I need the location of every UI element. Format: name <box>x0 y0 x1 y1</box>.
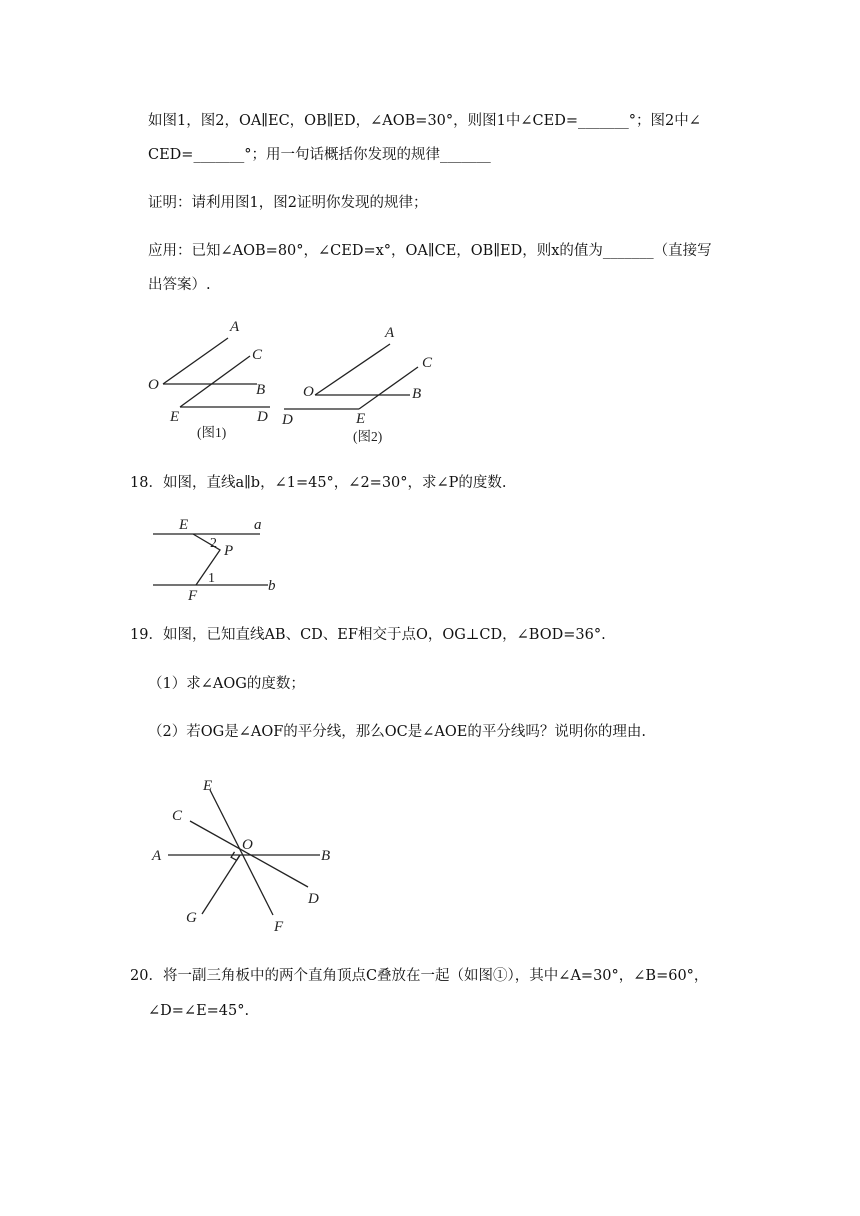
fig1-label-C: C <box>252 347 263 363</box>
label-angle-2: 2 <box>210 536 217 551</box>
label-O: O <box>242 837 253 853</box>
q20-line1: 20．将一副三角板中的两个直角顶点C叠放在一起（如图①），其中∠A=30°，∠B=60°， <box>130 968 709 984</box>
label-A: A <box>152 848 162 864</box>
label-b: b <box>268 578 276 594</box>
label-E: E <box>203 778 213 794</box>
q20-line2: ∠D=∠E=45°. <box>148 1003 250 1019</box>
label-a: a <box>254 517 262 533</box>
label-F: F <box>274 919 284 935</box>
q17-proof: 证明：请利用图1，图2证明你发现的规律； <box>148 195 428 211</box>
ray-OG <box>202 855 240 914</box>
q17-figure-1 <box>140 315 290 445</box>
label-angle-1: 1 <box>208 571 215 586</box>
q18-text: 18．如图，直线a∥b，∠1=45°，∠2=30°，求∠P的度数. <box>130 475 507 491</box>
label-P: P <box>224 543 234 559</box>
label-F: F <box>188 588 198 604</box>
fig1-label-D: D <box>257 409 268 425</box>
q17-figure-2 <box>278 320 438 450</box>
fig1-label-B: B <box>256 382 266 398</box>
q19-sub1: （1）求∠AOG的度数； <box>148 676 305 692</box>
q19-text: 19．如图，已知直线AB、CD、EF相交于点O，OG⊥CD，∠BOD=36°. <box>130 627 606 643</box>
line-CD <box>190 821 308 887</box>
fig1-ray-EC <box>180 356 250 407</box>
q19-sub2: （2）若OG是∠AOF的平分线，那么OC是∠AOE的平分线吗？说明你的理由. <box>148 724 646 740</box>
q18-figure <box>150 510 285 605</box>
label-E: E <box>179 517 189 533</box>
fig2-caption: (图2) <box>353 429 383 444</box>
q17-line2: CED=_______°；用一句话概括你发现的规律_______ <box>148 147 491 163</box>
fig2-label-C: C <box>422 355 433 371</box>
right-angle-marker <box>231 852 240 860</box>
fig2-label-B: B <box>412 386 422 402</box>
fig2-label-D: D <box>282 412 293 428</box>
q17-line1: 如图1，图2，OA∥EC，OB∥ED，∠AOB=30°，则图1中∠CED=_______°；图2中∠ <box>148 113 701 129</box>
fig2-label-O: O <box>303 384 314 400</box>
fig2-label-E: E <box>356 411 366 427</box>
fig1-caption: (图1) <box>197 425 227 440</box>
fig2-label-A: A <box>385 325 395 341</box>
label-D: D <box>308 891 319 907</box>
q17-application-line1: 应用：已知∠AOB=80°，∠CED=x°，OA∥CE，OB∥ED，则x的值为_______（直接写 <box>148 243 712 259</box>
label-C: C <box>172 808 183 824</box>
fig2-ray-EC <box>359 367 418 409</box>
fig1-label-O: O <box>148 377 159 393</box>
label-G: G <box>186 910 197 926</box>
fig1-label-A: A <box>230 319 240 335</box>
q19-figure <box>140 770 350 935</box>
fig2-ray-OA <box>315 344 390 395</box>
q17-application-line2: 出答案）. <box>148 277 211 293</box>
label-B: B <box>321 848 331 864</box>
fig1-ray-OA <box>163 338 228 384</box>
fig1-label-E: E <box>170 409 180 425</box>
